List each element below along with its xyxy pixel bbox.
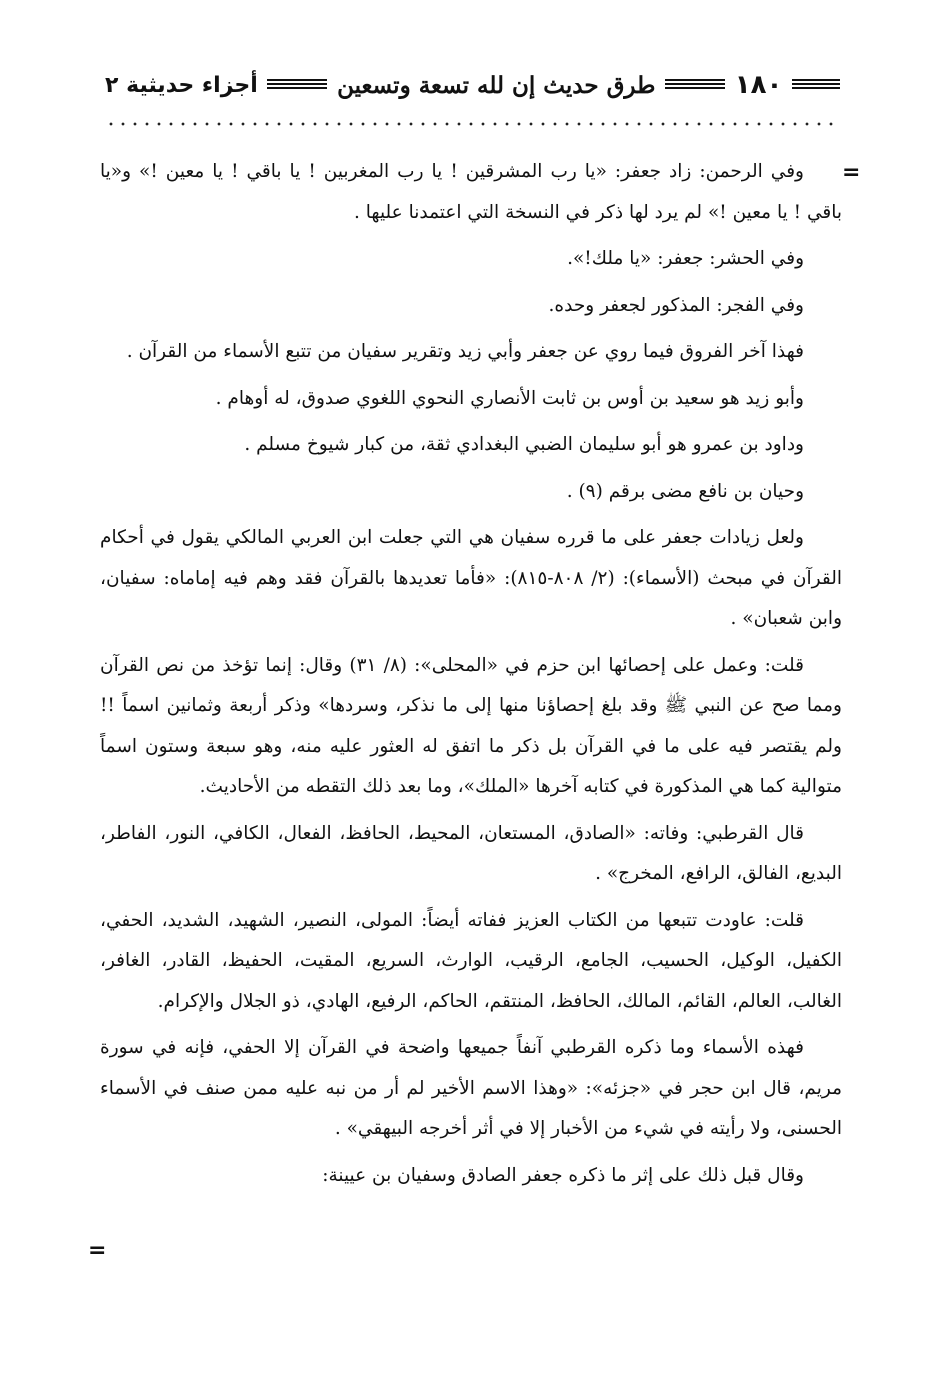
paragraph: وداود بن عمرو هو أبو سليمان الضبي البغدادي ثقة، من كبار شيوخ مسلم .	[244, 434, 804, 455]
footnote-body	[100, 152, 842, 1202]
paragraph: وحيان بن نافع مضى برقم (٩) .	[566, 480, 804, 502]
paragraph: وقال قبل ذلك على إثر ما ذكره جعفر الصادق وسفيان بن عيينة:	[322, 1164, 804, 1186]
header-rule-right	[792, 79, 840, 91]
paragraph: قال القرطبي: وفاته: «الصادق، المستعان، المحيط، الحافظ، الفعال، الكافي، النور، الفاطر، البديع، الفالق، الرافع، المخرج» .	[100, 822, 842, 884]
dotted-separator	[105, 118, 840, 130]
continuation-mark-bottom: =	[88, 1238, 107, 1263]
paragraph: وفي الرحمن: زاد جعفر: «يا رب المشرقين ! يا رب المغربين ! يا باقي ! يا معين !» و«يا باقي ! يا معين !» لم يرد لها ذكر في النسخة التي اعتمدنا عليها .	[100, 161, 842, 223]
paragraph: قلت: عاودت تتبعها من الكتاب العزيز ففاته أيضاً: المولى، النصير، الشهيد، الشديد، الحفي، الكفيل، الوكيل، الحسيب، الجامع، الرقيب، الوارث، السريع، المقيت، الحفيظ، القادر، الغافر، الغالب، العالم، القائم، المالك، الحافظ، المنتقم، الحاكم، الرفيع، الهادي، ذو الجلال والإكرام.	[100, 909, 842, 1012]
continuation-mark-top: =	[842, 160, 861, 185]
paragraph: وفي الفجر: المذكور لجعفر وحده.	[548, 294, 804, 316]
series-title: أجزاء حديثية ٢	[105, 72, 258, 98]
header-rule-middle-left	[267, 79, 327, 91]
paragraph: قلت: وعمل على إحصائها ابن حزم في «المحلى»: (٨/ ٣١) وقال: إنما تؤخذ من نص القرآن ومما صح عن النبي ﷺ وقد بلغ إحصاؤنا منها إلى ما نذكر، وسردها» وذكر أربعة وثمانين اسماً !! ولم يقتصر فيه على ما في القرآن بل ذكر ما اتفق له العثور عليه منه، وهو سبعة وستون اسماً متوالية كما هي المذكورة في كتابه آخرها «الملك»، وما بعد ذلك التقطه من الأحاديث.	[100, 654, 842, 797]
page-header	[105, 60, 840, 110]
paragraph: فهذا آخر الفروق فيما روي عن جعفر وأبي زيد وتقرير سفيان من تتبع الأسماء من القرآن .	[126, 341, 804, 362]
paragraph: فهذه الأسماء وما ذكره القرطبي آنفاً جميعها واضحة في القرآن إلا الحفي، فإنه في سورة مريم، قال ابن حجر في «جزئه»: «وهذا الاسم الأخير لم أر من نبه عليه ممن صنف في الأسماء الحسنى، ولا رأيته في شيء من الأخبار إلا في أثر أخرجه البيهقي» .	[100, 1037, 842, 1139]
paragraph: وفي الحشر: جعفر: «يا ملك!».	[567, 248, 804, 269]
paragraph: ولعل زيادات جعفر على ما قرره سفيان هي التي جعلت ابن العربي المالكي يقول في أحكام القرآن في مبحث (الأسماء): (٢/ ٨٠٨-٨١٥): «فأما تعديدها بالقرآن فقد وهم فيه إماماه: سفيان، وابن شعبان» .	[100, 527, 842, 629]
running-title: طرق حديث إن لله تسعة وتسعين	[337, 71, 656, 99]
page-number: ١٨٠	[734, 70, 783, 100]
paragraph: وأبو زيد هو سعيد بن أوس بن ثابت الأنصاري النحوي اللغوي صدوق، له أوهام .	[215, 387, 804, 409]
header-rule-middle-right	[665, 79, 725, 91]
